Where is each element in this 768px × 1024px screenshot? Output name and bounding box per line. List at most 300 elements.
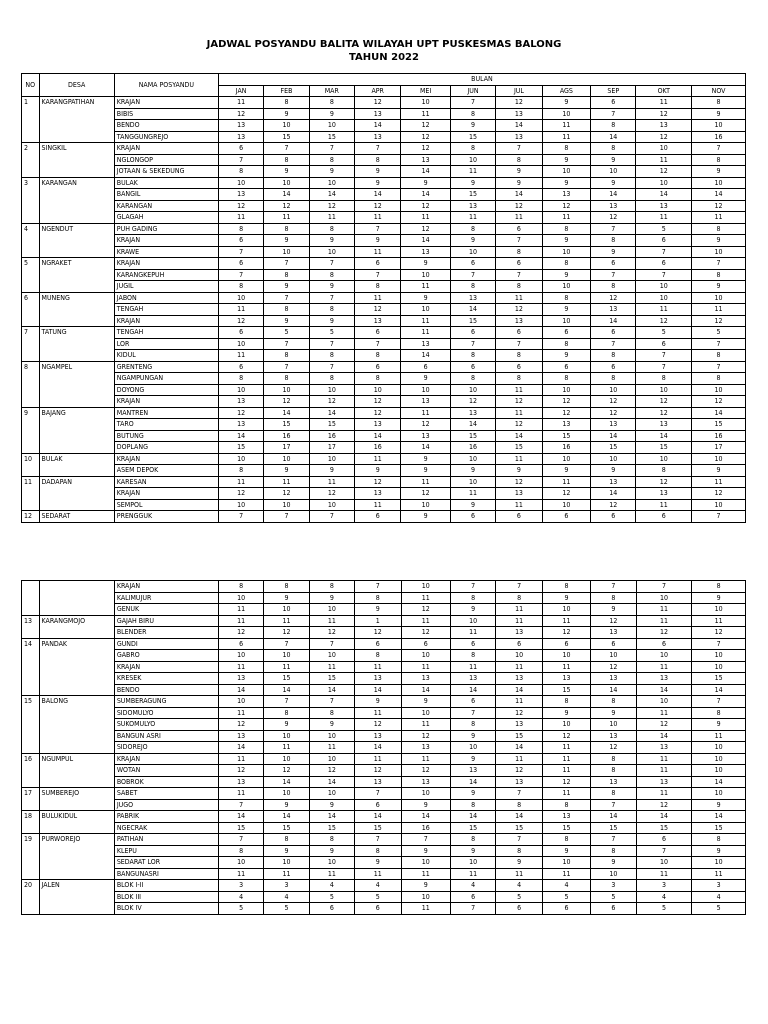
cell-month-value: 10	[264, 120, 309, 132]
cell-month-value: 11	[496, 696, 542, 708]
cell-month-value: 9	[692, 108, 746, 120]
cell-month-value: 11	[355, 707, 401, 719]
cell-month-value: 8	[218, 845, 263, 857]
cell-nama-posyandu: SIDOMULYO	[114, 707, 218, 719]
cell-month-value: 11	[401, 212, 450, 224]
cell-desa	[39, 350, 114, 362]
cell-month-value: 9	[542, 707, 590, 719]
cell-nama-posyandu: NGLONGOP	[114, 154, 218, 166]
cell-month-value: 5	[636, 903, 692, 915]
cell-month-value: 14	[692, 684, 746, 696]
cell-month-value: 9	[591, 604, 636, 616]
cell-month-value: 11	[218, 604, 263, 616]
cell-month-value: 11	[692, 615, 746, 627]
cell-month-value: 10	[401, 581, 451, 593]
cell-month-value: 7	[591, 834, 636, 846]
cell-month-value: 13	[591, 476, 636, 488]
cell-month-value: 11	[218, 868, 263, 880]
cell-month-value: 9	[542, 465, 590, 477]
cell-no: 11	[22, 476, 40, 488]
cell-month-value: 14	[450, 419, 495, 431]
cell-month-value: 10	[218, 592, 263, 604]
cell-month-value: 14	[591, 315, 636, 327]
cell-month-value: 10	[692, 788, 746, 800]
cell-month-value: 8	[496, 350, 542, 362]
cell-month-value: 9	[264, 845, 309, 857]
cell-nama-posyandu: KARANGKEPUH	[114, 269, 218, 281]
cell-no: 12	[22, 511, 40, 523]
cell-month-value: 11	[692, 212, 746, 224]
cell-month-value: 7	[591, 108, 636, 120]
cell-month-value: 7	[264, 361, 309, 373]
cell-no	[22, 776, 40, 788]
cell-month-value: 8	[309, 154, 354, 166]
cell-month-value: 13	[496, 673, 542, 685]
cell-month-value: 11	[496, 604, 542, 616]
table-row	[22, 730, 746, 742]
cell-month-value: 6	[542, 638, 590, 650]
cell-no: 7	[22, 327, 40, 339]
cell-month-value: 12	[542, 730, 590, 742]
table-row	[22, 143, 746, 155]
cell-month-value: 10	[692, 742, 746, 754]
cell-month-value: 9	[355, 604, 401, 616]
table-row	[22, 615, 746, 627]
cell-month-value: 8	[542, 696, 590, 708]
cell-month-value: 12	[542, 407, 590, 419]
cell-month-value: 10	[401, 891, 451, 903]
cell-month-value: 10	[591, 650, 636, 662]
cell-month-value: 7	[692, 338, 746, 350]
cell-nama-posyandu: KIDUL	[114, 350, 218, 362]
header-month: NOV	[692, 85, 746, 97]
cell-month-value: 9	[355, 177, 401, 189]
cell-month-value: 9	[264, 465, 309, 477]
cell-month-value: 5	[309, 891, 354, 903]
cell-month-value: 1	[355, 615, 401, 627]
cell-no	[22, 212, 40, 224]
cell-no	[22, 592, 40, 604]
table-row	[22, 696, 746, 708]
cell-desa	[39, 200, 114, 212]
cell-month-value: 8	[309, 834, 354, 846]
cell-month-value: 12	[496, 476, 542, 488]
cell-month-value: 10	[636, 696, 692, 708]
cell-month-value: 7	[450, 97, 495, 109]
cell-month-value: 9	[309, 315, 354, 327]
cell-month-value: 14	[591, 811, 636, 823]
cell-month-value: 12	[401, 765, 451, 777]
cell-nama-posyandu: KRESEK	[114, 673, 218, 685]
cell-no	[22, 269, 40, 281]
cell-month-value: 11	[636, 499, 692, 511]
cell-desa: BULUKIDUL	[39, 811, 114, 823]
cell-month-value: 4	[636, 891, 692, 903]
cell-month-value: 12	[591, 742, 636, 754]
cell-month-value: 10	[692, 857, 746, 869]
cell-month-value: 10	[309, 857, 354, 869]
cell-month-value: 11	[636, 661, 692, 673]
cell-month-value: 8	[692, 581, 746, 593]
cell-month-value: 12	[591, 212, 636, 224]
cell-no: 13	[22, 615, 40, 627]
cell-month-value: 3	[591, 880, 636, 892]
header-month: SEP	[591, 85, 636, 97]
cell-no: 5	[22, 258, 40, 270]
cell-month-value: 6	[591, 903, 636, 915]
cell-month-value: 8	[591, 120, 636, 132]
cell-month-value: 12	[355, 765, 401, 777]
cell-month-value: 11	[355, 868, 401, 880]
cell-no	[22, 373, 40, 385]
cell-month-value: 12	[636, 396, 692, 408]
cell-month-value: 12	[218, 407, 263, 419]
cell-month-value: 8	[355, 281, 401, 293]
cell-month-value: 11	[636, 868, 692, 880]
cell-month-value: 8	[692, 834, 746, 846]
cell-month-value: 13	[542, 673, 590, 685]
cell-month-value: 6	[496, 258, 542, 270]
cell-month-value: 7	[309, 511, 354, 523]
cell-month-value: 14	[355, 189, 401, 201]
cell-month-value: 6	[218, 638, 263, 650]
cell-desa	[39, 304, 114, 316]
cell-desa: BALONG	[39, 696, 114, 708]
cell-month-value: 3	[264, 880, 309, 892]
cell-month-value: 10	[692, 246, 746, 258]
cell-month-value: 9	[355, 166, 401, 178]
cell-nama-posyandu: KRAJAN	[114, 753, 218, 765]
cell-month-value: 11	[218, 97, 263, 109]
cell-month-value: 8	[309, 97, 354, 109]
cell-month-value: 7	[264, 258, 309, 270]
table-row	[22, 246, 746, 258]
cell-month-value: 10	[264, 453, 309, 465]
cell-month-value: 8	[451, 592, 496, 604]
cell-month-value: 6	[591, 511, 636, 523]
table-row	[22, 857, 746, 869]
cell-month-value: 11	[355, 753, 401, 765]
cell-month-value: 11	[355, 292, 401, 304]
cell-month-value: 10	[401, 304, 450, 316]
cell-month-value: 10	[218, 177, 263, 189]
cell-no: 18	[22, 811, 40, 823]
cell-month-value: 12	[496, 200, 542, 212]
cell-desa	[39, 592, 114, 604]
cell-month-value: 9	[401, 177, 450, 189]
table-row	[22, 120, 746, 132]
cell-month-value: 8	[591, 753, 636, 765]
cell-month-value: 13	[636, 200, 692, 212]
cell-month-value: 16	[542, 442, 590, 454]
cell-month-value: 7	[264, 638, 309, 650]
cell-month-value: 9	[542, 97, 590, 109]
cell-month-value: 9	[309, 719, 354, 731]
cell-month-value: 11	[636, 604, 692, 616]
cell-no	[22, 499, 40, 511]
table-row	[22, 707, 746, 719]
cell-month-value: 13	[450, 292, 495, 304]
cell-month-value: 13	[218, 419, 263, 431]
cell-month-value: 9	[692, 235, 746, 247]
cell-month-value: 13	[496, 108, 542, 120]
cell-month-value: 13	[218, 120, 263, 132]
cell-month-value: 4	[692, 891, 746, 903]
cell-month-value: 14	[264, 407, 309, 419]
cell-month-value: 11	[355, 661, 401, 673]
cell-desa	[39, 315, 114, 327]
cell-month-value: 14	[355, 430, 401, 442]
cell-month-value: 8	[542, 834, 590, 846]
cell-nama-posyandu: GUNDI	[114, 638, 218, 650]
cell-month-value: 9	[542, 235, 590, 247]
cell-month-value: 12	[636, 131, 692, 143]
cell-month-value: 10	[264, 753, 309, 765]
table-row	[22, 834, 746, 846]
cell-desa	[39, 154, 114, 166]
cell-month-value: 12	[591, 396, 636, 408]
cell-month-value: 11	[309, 615, 354, 627]
cell-month-value: 12	[450, 396, 495, 408]
cell-month-value: 15	[451, 822, 496, 834]
cell-month-value: 13	[496, 315, 542, 327]
cell-month-value: 11	[542, 765, 590, 777]
cell-month-value: 6	[401, 638, 451, 650]
cell-desa	[39, 903, 114, 915]
cell-month-value: 12	[218, 315, 263, 327]
cell-month-value: 10	[450, 384, 495, 396]
cell-month-value: 8	[496, 373, 542, 385]
cell-month-value: 12	[636, 799, 692, 811]
cell-month-value: 9	[451, 730, 496, 742]
cell-desa	[39, 419, 114, 431]
cell-month-value: 15	[450, 315, 495, 327]
cell-month-value: 10	[218, 338, 263, 350]
cell-month-value: 11	[401, 615, 451, 627]
cell-month-value: 6	[218, 258, 263, 270]
cell-no	[22, 684, 40, 696]
cell-month-value: 7	[355, 269, 401, 281]
cell-month-value: 14	[264, 684, 309, 696]
cell-month-value: 15	[309, 822, 354, 834]
cell-month-value: 8	[542, 292, 590, 304]
cell-month-value: 12	[355, 627, 401, 639]
cell-no	[22, 189, 40, 201]
cell-nama-posyandu: KRAJAN	[114, 396, 218, 408]
cell-month-value: 9	[692, 799, 746, 811]
cell-month-value: 8	[450, 108, 495, 120]
cell-month-value: 10	[264, 177, 309, 189]
cell-month-value: 15	[450, 131, 495, 143]
cell-desa	[39, 281, 114, 293]
cell-month-value: 11	[636, 97, 692, 109]
cell-month-value: 7	[496, 581, 542, 593]
cell-desa	[39, 868, 114, 880]
cell-month-value: 11	[542, 868, 590, 880]
cell-month-value: 11	[496, 292, 542, 304]
cell-month-value: 7	[264, 696, 309, 708]
cell-month-value: 9	[309, 845, 354, 857]
cell-month-value: 6	[355, 511, 401, 523]
cell-desa	[39, 650, 114, 662]
table-row	[22, 177, 746, 189]
cell-month-value: 13	[401, 742, 451, 754]
cell-nama-posyandu: SUMBERAGUNG	[114, 696, 218, 708]
cell-month-value: 15	[450, 430, 495, 442]
cell-nama-posyandu: JUGIL	[114, 281, 218, 293]
cell-nama-posyandu: ASEM DEPOK	[114, 465, 218, 477]
cell-month-value: 11	[218, 788, 263, 800]
cell-month-value: 10	[218, 292, 263, 304]
cell-month-value: 12	[692, 200, 746, 212]
cell-month-value: 11	[451, 661, 496, 673]
cell-month-value: 6	[451, 696, 496, 708]
cell-month-value: 11	[496, 499, 542, 511]
cell-month-value: 13	[636, 419, 692, 431]
cell-month-value: 13	[591, 304, 636, 316]
cell-month-value: 14	[496, 811, 542, 823]
cell-month-value: 7	[218, 834, 263, 846]
cell-month-value: 8	[450, 143, 495, 155]
table-row	[22, 753, 746, 765]
cell-month-value: 11	[636, 765, 692, 777]
table-row	[22, 880, 746, 892]
cell-no	[22, 799, 40, 811]
cell-desa	[39, 857, 114, 869]
cell-month-value: 15	[264, 131, 309, 143]
cell-month-value: 9	[692, 592, 746, 604]
cell-month-value: 11	[355, 212, 401, 224]
cell-month-value: 12	[401, 419, 450, 431]
cell-no	[22, 246, 40, 258]
cell-month-value: 15	[355, 822, 401, 834]
cell-no: 4	[22, 223, 40, 235]
cell-month-value: 16	[401, 822, 451, 834]
cell-month-value: 12	[401, 223, 450, 235]
header-month: JUN	[450, 85, 495, 97]
cell-month-value: 7	[496, 338, 542, 350]
cell-month-value: 12	[355, 719, 401, 731]
table-row	[22, 488, 746, 500]
cell-month-value: 7	[218, 154, 263, 166]
table-row	[22, 499, 746, 511]
cell-desa: TATUNG	[39, 327, 114, 339]
cell-no	[22, 845, 40, 857]
cell-month-value: 8	[542, 799, 590, 811]
cell-month-value: 10	[692, 384, 746, 396]
cell-month-value: 10	[692, 499, 746, 511]
cell-month-value: 11	[451, 868, 496, 880]
cell-month-value: 13	[496, 627, 542, 639]
cell-month-value: 7	[636, 350, 692, 362]
cell-month-value: 10	[591, 719, 636, 731]
cell-month-value: 16	[692, 131, 746, 143]
cell-month-value: 17	[264, 442, 309, 454]
cell-month-value: 12	[355, 396, 401, 408]
cell-nama-posyandu: TANGGUNGREJO	[114, 131, 218, 143]
cell-month-value: 10	[692, 650, 746, 662]
cell-month-value: 9	[591, 707, 636, 719]
cell-nama-posyandu: PATIHAN	[114, 834, 218, 846]
cell-no	[22, 765, 40, 777]
cell-no: 20	[22, 880, 40, 892]
cell-month-value: 12	[636, 627, 692, 639]
table-row	[22, 315, 746, 327]
cell-month-value: 7	[636, 845, 692, 857]
cell-month-value: 11	[401, 903, 451, 915]
cell-month-value: 14	[401, 811, 451, 823]
cell-month-value: 6	[542, 361, 590, 373]
cell-month-value: 16	[355, 442, 401, 454]
cell-month-value: 8	[355, 650, 401, 662]
cell-month-value: 5	[355, 891, 401, 903]
table-row	[22, 673, 746, 685]
cell-month-value: 9	[264, 315, 309, 327]
cell-month-value: 12	[218, 627, 263, 639]
cell-month-value: 10	[218, 696, 263, 708]
cell-month-value: 12	[355, 407, 401, 419]
cell-month-value: 10	[218, 650, 263, 662]
cell-month-value: 12	[692, 488, 746, 500]
cell-no	[22, 108, 40, 120]
cell-month-value: 12	[496, 304, 542, 316]
cell-month-value: 9	[451, 604, 496, 616]
cell-no	[22, 338, 40, 350]
cell-month-value: 10	[309, 120, 354, 132]
cell-nama-posyandu: KRAJAN	[114, 235, 218, 247]
cell-month-value: 8	[451, 650, 496, 662]
cell-nama-posyandu: KRAJAN	[114, 488, 218, 500]
cell-month-value: 14	[218, 742, 263, 754]
cell-month-value: 10	[591, 868, 636, 880]
cell-month-value: 12	[401, 200, 450, 212]
cell-month-value: 8	[692, 269, 746, 281]
cell-nama-posyandu: GENUK	[114, 604, 218, 616]
cell-month-value: 6	[591, 638, 636, 650]
cell-month-value: 13	[355, 488, 401, 500]
cell-month-value: 14	[451, 776, 496, 788]
cell-month-value: 13	[401, 776, 451, 788]
cell-month-value: 14	[692, 189, 746, 201]
table-row	[22, 765, 746, 777]
cell-month-value: 12	[542, 488, 590, 500]
table-row	[22, 108, 746, 120]
cell-no	[22, 131, 40, 143]
cell-nama-posyandu: KRAJAN	[114, 661, 218, 673]
table-row	[22, 684, 746, 696]
cell-month-value: 12	[591, 615, 636, 627]
cell-month-value: 8	[636, 465, 692, 477]
cell-month-value: 7	[636, 581, 692, 593]
cell-month-value: 12	[636, 315, 692, 327]
cell-desa	[39, 581, 114, 593]
cell-month-value: 14	[309, 776, 354, 788]
cell-desa	[39, 465, 114, 477]
cell-month-value: 12	[496, 396, 542, 408]
cell-month-value: 12	[264, 488, 309, 500]
table-row	[22, 465, 746, 477]
cell-month-value: 9	[692, 845, 746, 857]
cell-month-value: 6	[355, 799, 401, 811]
cell-month-value: 9	[264, 719, 309, 731]
cell-month-value: 11	[636, 212, 692, 224]
header-month: AGS	[542, 85, 590, 97]
cell-month-value: 5	[264, 903, 309, 915]
cell-month-value: 10	[218, 857, 263, 869]
cell-month-value: 7	[218, 511, 263, 523]
cell-month-value: 8	[264, 834, 309, 846]
schedule-table-bottom	[21, 580, 746, 915]
